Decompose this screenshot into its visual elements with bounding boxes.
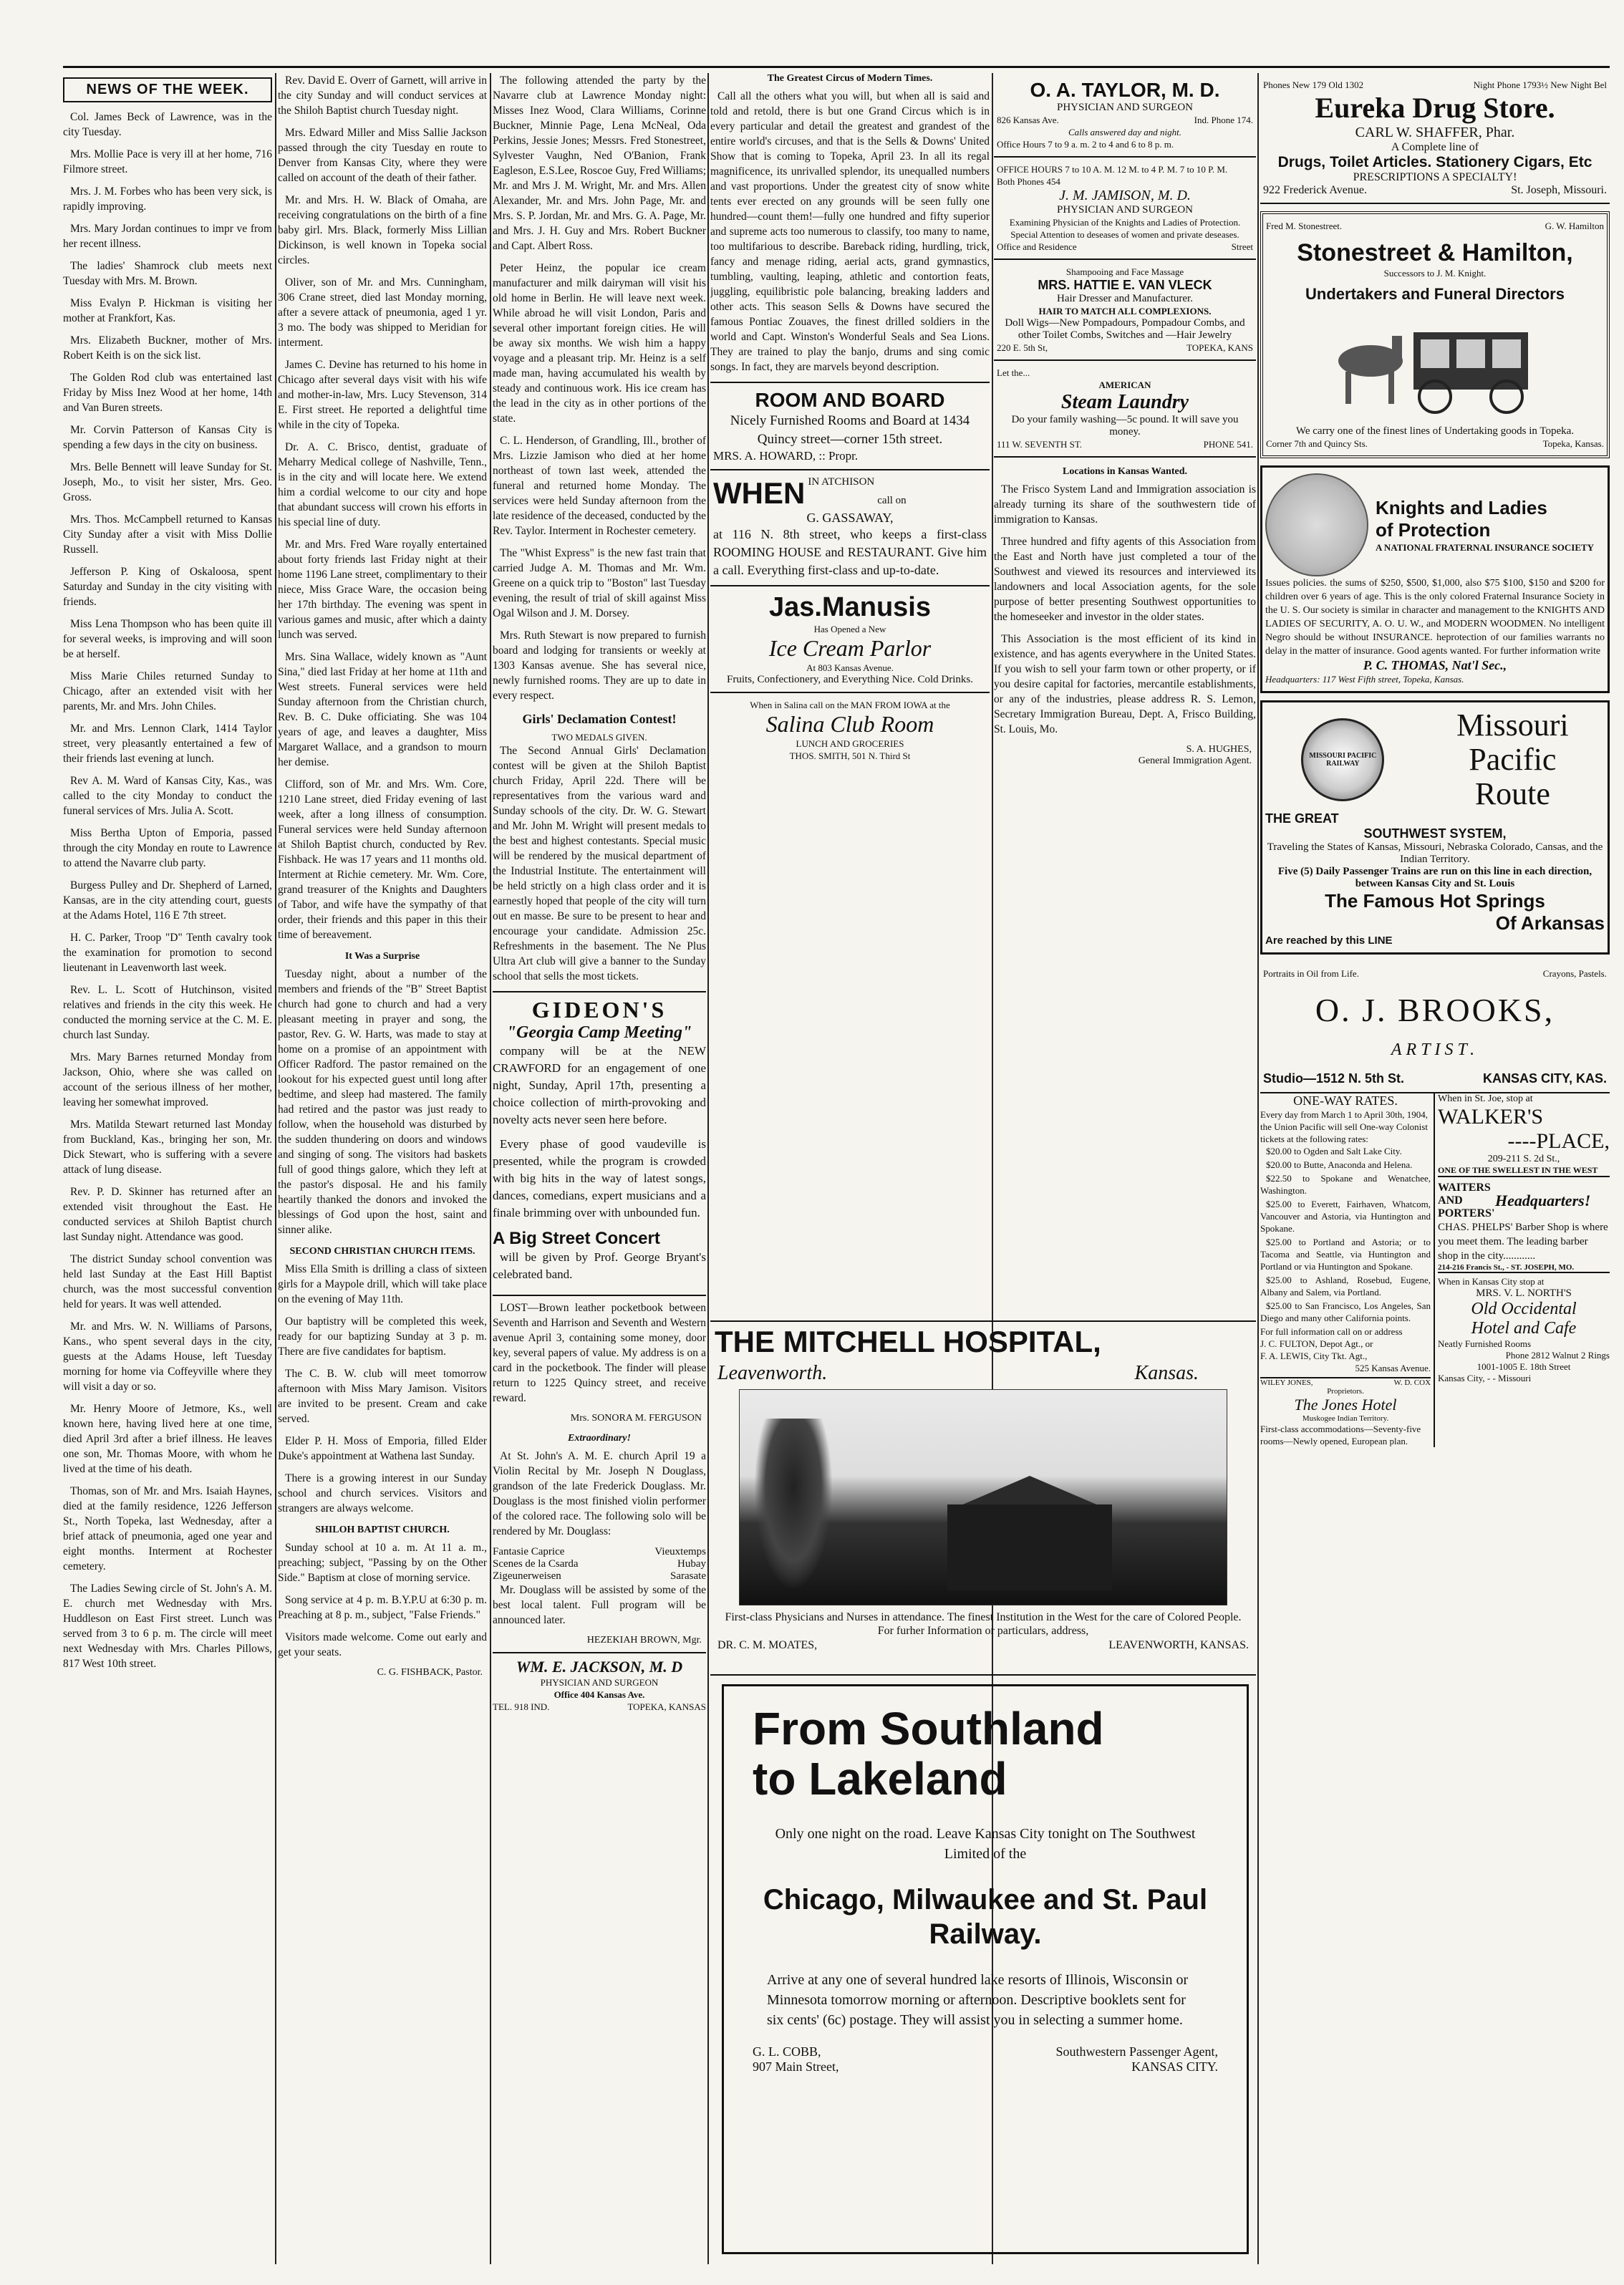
gassaway-text: at 116 N. 8th street, who keeps a first-class ROOMING HOUSE and RESTAURANT. Give him a call. Everything first-class and up-to-date. xyxy=(713,527,987,577)
railway-ad xyxy=(722,1684,1249,2254)
news-heading: NEWS OF THE WEEK. xyxy=(63,77,272,102)
jones-left: WILEY JONES, xyxy=(1260,1378,1313,1387)
salina-top: When in Salina call on the MAN FROM IOWA at the xyxy=(750,700,950,710)
local-item: Mr. and Mrs. H. W. Black of Omaha, are receiving congratulations on the birth of a fine baby girl. Mrs. Black, formerly Miss Lillian Dickinson, is well known in Topeka social circles. xyxy=(278,194,487,266)
news-item: Miss Bertha Upton of Emporia, passed through the city Monday en route to Lawrence to attend the Navarre club party. xyxy=(63,827,272,869)
oneway-heading: ONE-WAY RATES. xyxy=(1293,1093,1398,1108)
extraordinary-text-2: Mr. Douglass will be assisted by some of the best local talent. Full program will be announced later. xyxy=(493,1584,706,1626)
jamison-office-row xyxy=(997,241,1253,253)
hotel-owner: MRS. V. L. NORTH'S xyxy=(1476,1288,1572,1299)
laundry-let: Let the... xyxy=(997,367,1030,378)
bottom-ads xyxy=(1260,1093,1610,1447)
drug-night-phone: Night Phone 1793½ New Night Bel xyxy=(1473,79,1607,90)
contest-article: The Second Annual Girls' Declamation contest will be given at the Shiloh Baptist church Friday, April 22d. There will be representatives from the various ward and Sunday schools of the city. Dr. W. G. Stewart and Mr. John M. Wright will present medals to the best and highest contestants. Special music will be rendered by the musical department of the Industrial Institute. The entertainment will be held strictly on a high class order and it is earnestly hoped that people of the city will turn out en masse. Be sure to be present to hear and encourage your candidate. Admission 25c. Refreshments in the basement. The Ne Plus Ultra Art club will give a banner to the Sunday school that sells the most tickets. xyxy=(493,745,706,982)
undertaker-address: Corner 7th and Quincy Sts. xyxy=(1266,438,1368,449)
oneway-ad xyxy=(1260,1093,1435,1447)
rate-item: $20.00 to Butte, Anaconda and Helena. xyxy=(1266,1159,1413,1170)
jackson-title: PHYSICIAN AND SURGEON xyxy=(540,1677,659,1688)
vanvleck-contact xyxy=(997,342,1253,354)
news-items xyxy=(63,110,272,1671)
gideon-title: GIDEON'S xyxy=(531,997,667,1023)
vanvleck-title: Hair Dresser and Manufacturer. xyxy=(1057,293,1193,304)
when-atchison: IN ATCHISON xyxy=(808,476,875,488)
taylor-hours xyxy=(997,138,1253,150)
undertaker-right: G. W. Hamilton xyxy=(1545,221,1604,231)
laundry-american: AMERICAN xyxy=(1098,380,1151,390)
taylor-title: PHYSICIAN AND SURGEON xyxy=(1056,102,1194,113)
local-item: Mrs. Edward Miller and Miss Sallie Jackson passed through the city Tuesday en route to Denver from Kansas City, where they were called on account of the death of their father. xyxy=(278,127,487,184)
news-item: Mrs. Belle Bennett will leave Sunday for St. Joseph, Mo., to visit her sister, Mrs. Geo. Gross. xyxy=(63,461,272,503)
mp-great: THE GREAT xyxy=(1265,811,1339,826)
rate-item: $22.50 to Spokane and Wenatchee, Washington. xyxy=(1260,1173,1431,1196)
jamison-card xyxy=(994,158,1256,260)
society-item: The following attended the party by the Navarre club at Lawrence Monday night: Misses Inez Wood, Clara Williams, Corinne Buckner, Minnie Page, Lena McNeal, Oda Perkins, Jessie Jones; Messrs. Fred Stonestreet, Sylvester Vaughn, Ned O'Banion, Frank Eagleson, E.S.Lee, Roscoe Guy, Fred Williams; Mr. and Mrs J. M. Wright, Mr. and Mrs. Allen Alexander, Mr. and Mrs. John Page, Mr. and Mrs. S. P. Jordan, Mr. and Mrs. G. A. Page, Mr. and Mrs. J. H. Guy and Mrs. Robert Buckner and Capt. Albert Ross. xyxy=(493,74,706,252)
news-item: Mr. Henry Moore of Jetmore, Ks., well known here, having lived here at one time, died April 3rd after a brief illness. He leaves one son, Mr. Thomas Moore, with whom he lived at the time of his death. xyxy=(63,1403,272,1475)
room-board-heading: ROOM AND BOARD xyxy=(755,389,945,411)
undertaker-ad xyxy=(1260,211,1610,458)
undertaker-address-row xyxy=(1266,438,1604,450)
salina-sub: LUNCH AND GROCERIES xyxy=(796,738,904,749)
hotel-phone: Phone 2812 Walnut 2 Rings xyxy=(1505,1350,1610,1361)
manusis-sub: Has Opened a New xyxy=(813,624,886,634)
news-item: Mrs. J. M. Forbes who has been very sick, is rapidly improving. xyxy=(63,185,272,213)
walker-address: 209-211 S. 2d St., xyxy=(1487,1154,1560,1164)
salina-address: THOS. SMITH, 501 N. Third St xyxy=(789,750,911,761)
news-item: Mr. Corvin Patterson of Kansas City is spending a few days in the city on business. xyxy=(63,424,272,451)
jackson-name: WM. E. JACKSON, M. D xyxy=(516,1658,683,1676)
undertaker-left: Fred M. Stonestreet. xyxy=(1266,221,1343,231)
jones-right: W. D. COX xyxy=(1393,1378,1431,1387)
news-item: The Ladies Sewing circle of St. John's A. M. E. church met Wednesday with Mrs. Huddleson on East First street. Lunch was served from 3 to 6 p. m. The circle will meet next Wednesday with Mrs. Charles Pillows, 817 West 10th street. xyxy=(63,1583,272,1670)
society-item: Peter Heinz, the popular ice cream manufacturer and milk dairyman will visit his old home in Berlin. He will leave next week. While abroad he will visit London, Paris and several other important foreign cities. He will be away six months. We wish him a happy voyage and a pleasant trip. Mr. Heinz is a self made man, having accumulated his wealth by steady and continuous work. His ice cream has the lead in the city as in other portions of the state. xyxy=(493,262,706,425)
locations-item: The Frisco System Land and Immigration association is already turning its share of the southwestern tide of immigration to Kansas. xyxy=(994,483,1256,526)
concert-heading: A Big Street Concert xyxy=(493,1229,660,1248)
vanvleck-name: MRS. HATTIE E. VAN VLECK xyxy=(1038,278,1212,292)
knights-headquarters: Headquarters: 117 West Fifth street, Topeka, Kansas. xyxy=(1265,674,1464,685)
oneway-agent-2: F. A. LEWIS, City Tkt. Agt., xyxy=(1260,1351,1368,1361)
undertaker-subtitle: Undertakers and Funeral Directors xyxy=(1305,285,1565,303)
news-item: Mrs. Thos. McCampbell returned to Kansas City Sunday after a visit with Miss Dollie Russell. xyxy=(63,513,272,556)
laundry-text: Do your family washing—5c pound. It will save you money. xyxy=(1011,414,1239,438)
knights-ladies-ad xyxy=(1260,465,1610,693)
taylor-hours-value: 7 to 9 a. m. 2 to 4 and 6 to 8 p. m. xyxy=(1048,139,1174,150)
shiloh-item: Song service at 4 p. m. B.Y.P.U at 6:30 p. m. Preaching at 8 p. m., subject, "False Friends." xyxy=(278,1594,487,1621)
drug-address: 922 Frederick Avenue. xyxy=(1263,184,1367,196)
society-items xyxy=(493,73,706,703)
second-christian-item: The C. B. W. club will meet tomorrow afternoon with Miss Mary Jamison. Visitors are invited to be present. Cream and cake served. xyxy=(278,1368,487,1425)
rate-item: $25.00 to Everett, Fairhaven, Whatcom, Vancouver and Astoria, via Huntington and Spokane. xyxy=(1260,1199,1431,1234)
hospital-city-2: LEAVENWORTH, KANSAS. xyxy=(1108,1639,1249,1651)
gideon-text-2: Every phase of good vaudeville is presented, while the program is crowded with big hits in the way of latest songs, dances, comedians, expert musicians and a finale brimming over with unbounded fun. xyxy=(493,1137,706,1219)
hotel-name-2: Hotel and Cafe xyxy=(1471,1319,1577,1338)
hospital-location xyxy=(717,1362,1199,1385)
surprise-article: Tuesday night, about a number of the members and friends of the "B" Street Baptist church had gone to church and had a very pleasant meeting in prayer and song, the pastor, Rev. G. W. Harts, was made to stay at home on a promise of an appointment with Officer Radford. The pastor remained on the lookout for his expected guest until long after bedtime, and sleep had mastered. The family had retired and the pastor was just ready to follow, when the household was disturbed by the sudden thundering on doors and windows and singing of song. The visitors had baskets full of good things galore, which they left at the pastor's disposal. He and his family heartily thanked the donors and invoked the blessings of God upon the host, saint and sinner alike. xyxy=(278,968,487,1236)
vanvleck-city: TOPEKA, KANS xyxy=(1186,342,1253,353)
local-item: Rev. David E. Overr of Garnett, will arrive in the city Sunday and will conduct services at the Shiloh Baptist church Tuesday night. xyxy=(278,74,487,117)
taylor-calls: Calls answered day and night. xyxy=(1068,127,1182,137)
brooks-city: KANSAS CITY, KAS. xyxy=(1482,1071,1607,1086)
railway-address: 907 Main Street, xyxy=(753,2059,839,2074)
mp-text: Traveling the States of Kansas, Missouri, Nebraska Colorado, Cansas, and the Indian Territory. xyxy=(1267,841,1603,865)
brooks-left: Portraits in Oil from Life. xyxy=(1263,968,1359,979)
program-row xyxy=(493,1546,706,1558)
recital-program xyxy=(493,1546,706,1583)
manusis-ad xyxy=(710,586,990,693)
surprise-heading: It Was a Surprise xyxy=(344,951,420,962)
hospital-contact xyxy=(717,1639,1249,1652)
news-item: The Golden Rod club was entertained last Friday by Miss Inez Wood at her home, 14th and Van Buren streets. xyxy=(63,372,272,414)
rate-item: $25.00 to Ashland, Rosebud, Eugene, Albany and Salem, via Portland. xyxy=(1260,1275,1431,1298)
vanvleck-top: Shampooing and Face Massage xyxy=(1065,266,1184,277)
mp-springs-2: Of Arkansas xyxy=(1495,912,1605,934)
drug-store-ad xyxy=(1260,73,1610,204)
column-society xyxy=(493,73,706,1713)
jamison-hours-value: 7 to 10 A. M. 12 M. to 4 P. M. 7 to 10 P. M. xyxy=(1065,164,1228,175)
concert-text: will be given by Prof. George Bryant's celebrated band. xyxy=(493,1250,706,1281)
manusis-address: At 803 Kansas Avenue. xyxy=(806,662,894,673)
news-item: Mr. and Mrs. Lennon Clark, 1414 Taylor street, very pleasantly entertained a few of their friends last evening at lunch. xyxy=(63,723,272,765)
column-professional-cards xyxy=(994,73,1256,1312)
hotel-text: Neatly Furnished Rooms xyxy=(1438,1338,1532,1349)
gassaway-ad xyxy=(710,470,990,586)
local-item: Oliver, son of Mr. and Mrs. Cunningham, 306 Crane street, died last Monday morning, after a severe attack of pneumonia, aged 1 yr. 3 mo. The body was shipped to Meridian for interment. xyxy=(278,276,487,349)
society-seal-icon xyxy=(1265,473,1368,576)
hearse-icon xyxy=(1328,311,1542,418)
local-items xyxy=(278,73,487,942)
news-item: Mrs. Elizabeth Buckner, mother of Mrs. Robert Keith is on the sick list. xyxy=(63,334,272,362)
locations-signature-1: S. A. HUGHES, xyxy=(1186,744,1252,755)
missouri-pacific-ad xyxy=(1260,700,1610,955)
walker-name: WALKER'S xyxy=(1438,1105,1544,1129)
program-composer: Vieuxtemps xyxy=(654,1546,706,1557)
news-item: Mrs. Mollie Pace is very ill at her home, 716 Filmore street. xyxy=(63,148,272,175)
badge-text: MISSOURI PACIFIC RAILWAY xyxy=(1309,752,1377,768)
manusis-text: Fruits, Confectionery, and Everything Nice. Cold Drinks. xyxy=(727,674,973,685)
program-composer: Hubay xyxy=(677,1558,706,1570)
brooks-right: Crayons, Pastels. xyxy=(1542,968,1607,979)
jamison-exam: Examining Physician of the Knights and Ladies of Protection. xyxy=(1009,217,1241,228)
circus-heading: The Greatest Circus of Modern Times. xyxy=(767,73,933,84)
railway-intro: Only one night on the road. Leave Kansas City tonight on The Southwest Limited of the xyxy=(775,1826,1196,1862)
taylor-phone: Ind. Phone 174. xyxy=(1194,115,1253,125)
hospital-text: First-class Physicians and Nurses in attendance. The finest Institution in the West for the care of Colored People. xyxy=(725,1611,1242,1623)
local-item: Dr. A. C. Brisco, dentist, graduate of Meharry Medical college of Nashville, Tenn., is in the city and will locate here. We extend him a cordial welcome to our city and hope that abundant success will crown his efforts in his special line of duty. xyxy=(278,441,487,528)
knights-subtitle: A NATIONAL FRATERNAL INSURANCE SOCIETY xyxy=(1376,541,1595,553)
oneway-intro: Every day from March 1 to April 30th, 1904, the Union Pacific will sell One-way Colonist tickets at the following rates: xyxy=(1260,1109,1428,1144)
locations-item: This Association is the most efficient of its kind in existence, and has agents everywhere in the United States. If you wish to sell your farm town or other property, or if you desire capital for factories, mercantile establishments, or any of the industries, please address R. S. Lemon, Secretary Immigration Bureau, Dept. A, Frisco Building, St. Louis, Mo. xyxy=(994,633,1256,735)
mp-trains: Five (5) Daily Passenger Trains are run on this line in each direction, between Kansas City and St. Louis xyxy=(1277,866,1592,889)
hotel-top: When in Kansas City stop at xyxy=(1438,1276,1545,1287)
locations-item: Three hundred and fifty agents of this Association from the East and North have just completed a tour of the Southwest and viewed its resources and interviewed its landowners and local Association agents, for the sole purpose of better presenting Southwest opportunities to the homeseeker and investor in the older states. xyxy=(994,536,1256,623)
column-rule xyxy=(1257,73,1259,2264)
jamison-phones: Both Phones 454 xyxy=(997,176,1060,187)
local-item: James C. Devine has returned to his home in Chicago after several days visit with his wife and mother-in-law, Mrs. Lucy Stevenson, 314 E. First street. He reported a delightful time while in the city of Topeka. xyxy=(278,359,487,431)
railway-agent-title: Southwestern Passenger Agent, xyxy=(1055,2044,1218,2059)
hospital-title: THE MITCHELL HOSPITAL, xyxy=(715,1325,1101,1358)
walker-place: ----PLACE, xyxy=(1507,1129,1610,1153)
undertaker-successors: Successors to J. M. Knight. xyxy=(1383,268,1487,279)
drug-address-row xyxy=(1263,184,1607,197)
room-board-text: Nicely Furnished Rooms and Board at 1434 Quincy street—corner 15th street. xyxy=(730,413,970,447)
drug-items: Drugs, Toilet Articles. Stationery Cigars, Etc xyxy=(1277,154,1592,170)
barber-address: 214-216 Francis St., - ST. JOSEPH, MO. xyxy=(1438,1263,1610,1273)
walker-top: When in St. Joe, stop at xyxy=(1438,1093,1533,1104)
railway-agent-row xyxy=(753,2044,1218,2059)
mp-title-1: Missouri xyxy=(1456,707,1569,743)
gassaway-name: G. GASSAWAY, xyxy=(806,511,894,525)
program-piece: Scenes de la Csarda xyxy=(493,1558,579,1570)
vanvleck-address: 220 E. 5th St, xyxy=(997,342,1048,353)
oneway-more: For full information call on or address xyxy=(1260,1326,1403,1337)
headquarters-label: Headquarters! xyxy=(1495,1192,1591,1209)
tree-image xyxy=(754,1419,833,1590)
jackson-contact xyxy=(493,1701,706,1713)
column-rule xyxy=(490,73,491,2264)
news-item: Col. James Beck of Lawrence, was in the city Tuesday. xyxy=(63,111,272,138)
waiters-label: WAITERS AND PORTERS' xyxy=(1438,1182,1495,1219)
column-news-of-the-week xyxy=(63,73,272,1678)
second-christian-heading: SECOND CHRISTIAN CHURCH ITEMS. xyxy=(289,1246,475,1257)
newspaper-page xyxy=(63,66,1610,2271)
news-item: Miss Marie Chiles returned Sunday to Chicago, after an extended visit with her parents, Mr. and Mrs. John Chiles. xyxy=(63,670,272,712)
jones-proprietors: Proprietors. xyxy=(1327,1387,1364,1396)
column-circus xyxy=(710,73,990,1312)
locations-signature-2: General Immigration Agent. xyxy=(1138,755,1252,766)
manusis-heading: Jas.Manusis xyxy=(769,592,931,622)
program-composer: Sarasate xyxy=(670,1570,706,1582)
news-item: Rev. L. L. Scott of Hutchinson, visited relatives and friends in the city this week. He conducted the morning service at the C. M. E. church last Sunday. xyxy=(63,984,272,1041)
hotel-address: 1001-1005 E. 18th Street xyxy=(1476,1361,1571,1372)
laundry-ad xyxy=(994,361,1256,458)
drug-city: St. Joseph, Missouri. xyxy=(1511,184,1607,196)
manusis-script: Ice Cream Parlor xyxy=(768,635,932,661)
salina-ad xyxy=(710,693,990,768)
drug-phones: New 179 Old 1302 xyxy=(1292,79,1364,90)
locations-items xyxy=(994,482,1256,737)
shiloh-signature: C. G. FISHBACK, Pastor. xyxy=(377,1667,483,1678)
drug-line: A Complete line of xyxy=(1391,141,1479,153)
news-item: Rev A. M. Ward of Kansas City, Kas., was called to the city Monday to conduct the funeral services of Mrs. Julia A. Scott. xyxy=(63,775,272,817)
jamison-hours xyxy=(997,163,1253,175)
local-item: Mr. and Mrs. Fred Ware royally entertained about forty friends last Friday night at their home 1196 Lane street, complimentary to their niece, Miss Grace Ware, the occasion being her 17th birthday. The evening was spent in various games and music, after which a dainty lunch was served. xyxy=(278,538,487,641)
railway-line-1: From Southland xyxy=(753,1703,1104,1754)
gideon-text-1: company will be at the NEW CRAWFORD for an engagement of one night, Sunday, April 17th, presenting a choice collection of mirth-provoking and novelty acts never seen here before. xyxy=(493,1044,706,1126)
locations-heading: Locations in Kansas Wanted. xyxy=(1062,466,1187,477)
jones-text: First-class accommodations—Seventy-five rooms—Newly opened, European plan. xyxy=(1260,1424,1421,1446)
extraordinary-heading: Extraordinary! xyxy=(568,1433,631,1444)
brooks-artist: ARTIST. xyxy=(1391,1040,1479,1059)
taylor-contact xyxy=(997,114,1253,126)
shiloh-items xyxy=(278,1540,487,1660)
column-rule xyxy=(275,73,276,2264)
mp-title-3: Route xyxy=(1474,776,1550,811)
hospital-doctor: DR. C. M. MOATES, xyxy=(717,1639,818,1651)
railway-name: Chicago, Milwaukee and St. Paul Railway. xyxy=(763,1884,1208,1950)
railway-address-row xyxy=(753,2059,1218,2074)
roof-image xyxy=(954,1476,1105,1508)
second-christian-item: There is a growing interest in our Sunday school and church services. Visitors and strangers are always welcome. xyxy=(278,1472,487,1515)
second-christian-items xyxy=(278,1262,487,1516)
drug-phones-row xyxy=(1263,79,1607,91)
gideon-ad xyxy=(493,991,706,1296)
news-item: Mrs. Matilda Stewart returned last Monday from Buckland, Kas., bringing her son, Mr. Dick Stewart, who is suffering with a severe attack of lung disease. xyxy=(63,1119,272,1176)
shiloh-item: Sunday school at 10 a. m. At 11 a. m., preaching; subject, "Passing by on the Other Side." Baptism at close of morning service. xyxy=(278,1542,487,1584)
knights-text: Issues policies. the sums of $250, $500, $1,000, also $75 $100, $150 and $200 for children over 6 years of age. This is the only colored Fraternal Insurance Society in the U. S. Our society is similar in character and management to the KNIGHTS AND LADIES OF SECURITY, A. O. U. W., and MODERN WOODMEN. No intelligent Negro should be without INSURANCE. heprotection of our families warrants no delay in the matter of insurance. Good agents wanted. For further information write xyxy=(1265,578,1605,657)
railway-text: Arrive at any one of several hundred lake resorts of Illinois, Wisconsin or Minnesota tomorrow morning or afternoon. Descriptive booklets sent for six cents' (6c) postage. They will assist you in selecting a summer home. xyxy=(767,1972,1189,2028)
news-item: Mrs. Mary Barnes returned Monday from Jackson, Ohio, where she was called on account of the serious illness of her mother, leaving her somewhat improved. xyxy=(63,1051,272,1108)
brooks-bottom xyxy=(1263,1071,1607,1086)
house-image xyxy=(947,1504,1112,1590)
vanvleck-match: HAIR TO MATCH ALL COMPLEXIONS. xyxy=(1038,306,1212,317)
extraordinary-text: At St. John's A. M. E. church April 19 a Violin Recital by Mr. Joseph N Douglass, grandson of the late Frederick Douglass. Mr. Douglass is the most finished violin performer of the colored race. The following solo will be rendered by Mr. Douglass: xyxy=(493,1450,706,1537)
news-item: H. C. Parker, Troop "D" Tenth cavalry took the examination for promotion to second lieutenant in Leavenworth last week. xyxy=(63,932,272,974)
knights-signature: P. C. THOMAS, Nat'l Sec., xyxy=(1363,658,1507,672)
contest-subheading: TWO MEDALS GIVEN. xyxy=(551,732,647,743)
salina-script: Salina Club Room xyxy=(765,711,934,737)
laundry-phone: PHONE 541. xyxy=(1203,439,1253,450)
mp-reached: Are reached by this LINE xyxy=(1265,934,1393,947)
jackson-card xyxy=(493,1652,706,1713)
lost-signature: Mrs. SONORA M. FERGUSON xyxy=(570,1413,702,1424)
taylor-card xyxy=(994,73,1256,158)
undertaker-text: We carry one of the finest lines of Undertaking goods in Topeka. xyxy=(1295,425,1575,437)
vanvleck-ad xyxy=(994,260,1256,361)
top-rule xyxy=(63,66,1610,68)
undertaker-city: Topeka, Kansas. xyxy=(1542,438,1604,449)
missouri-pacific-badge-icon xyxy=(1301,718,1384,801)
news-item: Thomas, son of Mr. and Mrs. Isaiah Haynes, died at the family residence, 1226 Jefferson St., North Topeka, last Wednesday, after a brief attack of pneumonia, aged one year and eight months. Interment at Rochester cemetery. xyxy=(63,1485,272,1573)
laundry-contact xyxy=(997,438,1253,450)
second-christian-item: Elder P. H. Moss of Emporia, filled Elder Duke's appointment at Wathena last Sunday. xyxy=(278,1435,487,1462)
mp-springs-1: The Famous Hot Springs xyxy=(1325,890,1545,912)
hospital-city: Leavenworth. xyxy=(717,1362,828,1384)
room-board-ad xyxy=(710,382,990,470)
hotel-city: Kansas City, - - Missouri xyxy=(1438,1373,1532,1383)
knights-title-2: of Protection xyxy=(1376,518,1491,541)
brooks-studio: Studio—1512 N. 5th St. xyxy=(1263,1071,1405,1086)
knights-title: Knights and Ladies xyxy=(1376,496,1547,518)
contest-heading: Girls' Declamation Contest! xyxy=(522,712,677,726)
jackson-office: Office 404 Kansas Ave. xyxy=(554,1689,645,1700)
oneway-address: 525 Kansas Avenue. xyxy=(1355,1363,1431,1373)
oneway-agent-1: J. C. FULTON, Depot Agt., or xyxy=(1260,1338,1373,1349)
barber-text: CHAS. PHELPS' Barber Shop is where you meet them. The leading barber shop in the city............ xyxy=(1438,1222,1608,1262)
news-item: Rev. P. D. Skinner has returned after an extended visit throughout the East. He conducted services at Shiloh Baptist church last Sunday night. Attendance was good. xyxy=(63,1186,272,1243)
news-item: Jefferson P. King of Oskaloosa, spent Saturday and Sunday in the city visiting with friends. xyxy=(63,566,272,608)
column-rule xyxy=(707,73,709,2264)
walker-ad xyxy=(1435,1093,1610,1447)
brooks-top xyxy=(1263,967,1607,980)
jones-name: The Jones Hotel xyxy=(1294,1396,1397,1414)
column-advertisements xyxy=(1260,73,1610,1447)
hospital-ad xyxy=(710,1320,1256,1676)
railway-city: KANSAS CITY. xyxy=(1131,2059,1218,2074)
railway-line-2: to Lakeland xyxy=(753,1753,1007,1805)
oneway-rates xyxy=(1260,1145,1431,1324)
news-item: Burgess Pulley and Dr. Shepherd of Larned, Kansas, are in the city attending court, guests at the Adams Hotel, 116 E 7th street. xyxy=(63,879,272,922)
column-local-news xyxy=(278,73,487,1678)
shiloh-item: Visitors made welcome. Come out early and get your seats. xyxy=(278,1631,487,1658)
lost-notice: LOST—Brown leather pocketbook between Seventh and Harrison and Seventh and Western avenue April 3, containing some money, door key, several papers of value. My address is on a card in the pocketbook. The finder will please return to 1225 Quincy street, and receive reward. xyxy=(493,1302,706,1404)
drug-prescriptions: PRESCRIPTIONS A SPECIALTY! xyxy=(1353,171,1517,183)
program-row xyxy=(493,1570,706,1583)
jamison-special: Special Attention to deseases of women and private deseases. xyxy=(1010,229,1239,240)
news-item: The district Sunday school convention was held last Sunday at the East Hill Baptist church, was the most successful convention held for years. It was well attended. xyxy=(63,1253,272,1310)
laundry-address: 111 W. SEVENTH ST. xyxy=(997,439,1083,450)
undertaker-title: Stonestreet & Hamilton, xyxy=(1297,239,1573,266)
program-row xyxy=(493,1558,706,1570)
mp-southwest: SOUTHWEST SYSTEM, xyxy=(1363,826,1507,841)
railway-agent: G. L. COBB, xyxy=(753,2044,821,2059)
brooks-name: O. J. BROOKS, xyxy=(1315,992,1555,1028)
news-item: The ladies' Shamrock club meets next Tuesday with Mrs. M. Brown. xyxy=(63,260,272,287)
hotel-name-1: Old Occidental xyxy=(1471,1300,1577,1318)
rate-item: $25.00 to Portland and Astoria; or to Tacoma and Seattle, via Huntington and Portland or via Huntington and Spokane. xyxy=(1260,1237,1431,1272)
when-heading: WHEN xyxy=(713,476,806,510)
jamison-title: PHYSICIAN AND SURGEON xyxy=(1056,204,1194,216)
program-piece: Zigeunerweisen xyxy=(493,1570,561,1582)
society-item: The "Whist Express" is the new fast train that carried Judge A. M. Thomas and Mr. Wm. Greene on a quick trip to "Boston" last Tuesday evening, the result of trial of skill against Miss Ogal Wilson and J. M. Dorsey. xyxy=(493,547,706,619)
circus-article: Call all the others what you will, but when all is said and told and retold, there is but one Grand Circus which is in every particular and detail the greatest and grandest of the entire world's circuses, and that is the Sells & Downs' United Show that is coming to Topeka, April 23. In all its regal magnificence, its unrivalled splendor, its unequalled numbers and vast proportions. Under the greatest city of snow white tents ever erected on any grounds will be seen fully one hundred—count them!—fully one hundred and fifty superior and supreme acts too numerous to classify, too many to name, too multifarious to describe. Bareback riding, hurdling, trick, fancy and menage riding, aerial acts, grand gymnastics, tumbling, vaulting, leaping, athletic and contortion feats, juggling, equilibristic pole balancing, breaking ladders and other acts. This season Sells & Downs have secured the famous Pontiac Zouaves, the finest drilled soldiers in the world and Capt. Winston's Wonderful Seals and Sea Lions. They are trained to play the banjo, drums and sing comic songs. In fact, they are marvels beyond description. xyxy=(710,90,990,373)
news-item: Miss Lena Thompson who has been quite ill for several weeks, is improving and will soon be at herself. xyxy=(63,618,272,660)
extraordinary-signature: HEZEKIAH BROWN, Mgr. xyxy=(586,1635,702,1646)
second-christian-item: Miss Ella Smith is drilling a class of sixteen girls for a Maypole drill, which will take place on the evening of May 11th. xyxy=(278,1263,487,1305)
jackson-city: TOPEKA, KANSAS xyxy=(627,1701,706,1712)
jackson-tel: TEL. 918 IND. xyxy=(493,1701,550,1712)
rate-item: $20.00 to Ogden and Salt Lake City. xyxy=(1266,1146,1402,1156)
local-item: Clifford, son of Mr. and Mrs. Wm. Core, 1210 Lane street, died Friday evening of last week, after a long illness of consumption. Funeral services were held Sunday afternoon at Shiloh Baptist church, conducted by Rev. Fishback. He was 17 years and 11 months old. Interment at Richie cemetery. Mr. Wm. Core, grand treasurer of the Knights and Daughters of Tabor, and wife have the sympathy of that order, their friends and this paper in this their time of bereavement. xyxy=(278,778,487,941)
brooks-ad xyxy=(1260,962,1610,1093)
jamison-name: J. M. JAMISON, M. D. xyxy=(1059,188,1191,203)
room-board-signature: MRS. A. HOWARD, :: Propr. xyxy=(713,449,859,463)
local-item: Mrs. Sina Wallace, widely known as "Aunt Sina," died last Friday at her home at 11th and West streets. Funeral services were held Sunday afternoon from the Christian church, Rev. B. C. Duke officiating. She was 104 years of age, and leaves a daughter, Miss Margaret Wallace, and a grandson to mourn her demise. xyxy=(278,651,487,768)
news-item: Mrs. Mary Jordan continues to impr ve from her recent illness. xyxy=(63,223,272,250)
jones-location: Muskogee Indian Territory. xyxy=(1302,1414,1389,1423)
shiloh-heading: SHILOH BAPTIST CHURCH. xyxy=(315,1525,450,1535)
when-call: call on xyxy=(877,495,907,506)
taylor-name: O. A. TAYLOR, M. D. xyxy=(1030,79,1220,101)
vanvleck-text: Doll Wigs—New Pompadours, Pompadour Combs, and other Toilet Combs, Switches and —Hair Jewelry xyxy=(1005,317,1245,341)
drug-phones-label: Phones xyxy=(1263,79,1290,90)
walker-slogan: ONE OF THE SWELLEST IN THE WEST xyxy=(1438,1165,1610,1177)
gideon-subtitle: "Georgia Camp Meeting" xyxy=(506,1023,692,1042)
hospital-photo xyxy=(739,1389,1227,1605)
waiters-row xyxy=(1438,1182,1610,1220)
taylor-hours-label: Office Hours xyxy=(997,139,1045,150)
drug-title: Eureka Drug Store. xyxy=(1315,92,1555,124)
rate-item: $25.00 to San Francisco, Los Angeles, San Diego and many other California points. xyxy=(1260,1300,1431,1323)
jamison-street: Street xyxy=(1231,241,1253,252)
hospital-state: Kansas. xyxy=(1134,1362,1199,1384)
taylor-address: 826 Kansas Ave. xyxy=(997,115,1059,125)
news-item: Miss Evalyn P. Hickman is visiting her mother at Frankfort, Kas. xyxy=(63,297,272,324)
program-piece: Fantasie Caprice xyxy=(493,1546,565,1557)
jamison-office: Office and Residence xyxy=(997,241,1077,252)
jamison-hours-label: OFFICE HOURS xyxy=(997,164,1063,175)
undertaker-names xyxy=(1266,220,1604,232)
hospital-text-2: For furher Information or particulars, address, xyxy=(877,1625,1089,1637)
laundry-heading: Steam Laundry xyxy=(1060,391,1189,413)
mp-title-2: Pacific xyxy=(1469,742,1557,777)
drug-owner: CARL W. SHAFFER, Phar. xyxy=(1355,125,1515,140)
society-item: C. L. Henderson, of Grandling, Ill., brother of Mrs. Lizzie Jamison who died at her home northeast of town last week, attended the funeral and returned home Monday. The services were held Sunday afternoon from the late residence of the deceased, conducted by the Rev. Taylor. Interment in Rochester cemetery. xyxy=(493,435,706,537)
society-item: Mrs. Ruth Stewart is now prepared to furnish board and lodging for transients or weekly at 1303 Kansas avenue. She has several nice, newly furnished rooms. They are up to date in every respect. xyxy=(493,629,706,702)
jones-owners xyxy=(1260,1377,1431,1387)
news-item: Mr. and Mrs. W. N. Williams of Parsons, Kans., who spent several days in the city, guests at the Adams House, left Tuesday morning for home via Coffeyville where they will visit a day or so. xyxy=(63,1320,272,1393)
second-christian-item: Our baptistry will be completed this week, ready for our baptizing Sunday at 3 p. m. There are five candidates for baptism. xyxy=(278,1315,487,1358)
